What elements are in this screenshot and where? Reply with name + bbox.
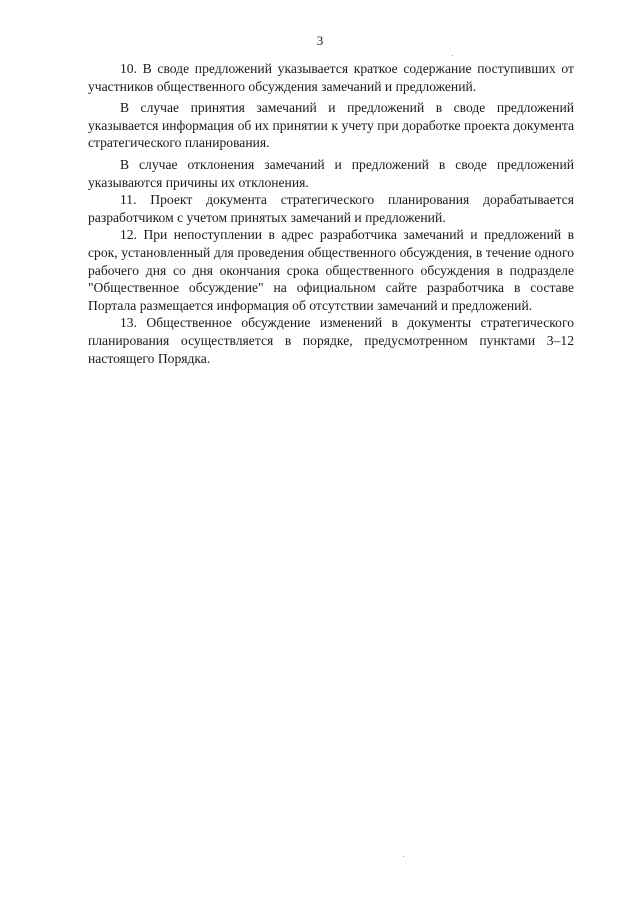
document-body [88, 60, 574, 367]
paragraph-13: 13. Общественное обсуждение изменений в документы стратегического планирования осуществляется в порядке, предусмотренном пунктами 3–12 настоящего Порядка. [88, 315, 574, 366]
scan-speck [452, 55, 453, 56]
scan-speck [403, 856, 404, 857]
paragraph-10-acceptance: В случае принятия замечаний и предложений в своде предложений указывается информация об их принятии к учету при доработке проекта документа стратегического планирования. [88, 100, 574, 151]
paragraph-10: 10. В своде предложений указывается краткое содержание поступивших от участников общественного обсуждения замечаний и предложений. [88, 61, 574, 94]
paragraph-11: 11. Проект документа стратегического планирования дорабатывается разработчиком с учетом принятых замечаний и предложений. [88, 192, 574, 225]
paragraph-12: 12. При непоступлении в адрес разработчика замечаний и предложений в срок, установленный для проведения общественного обсуждения, в течение одного рабочего дня со дня окончания срока общественного обсуждения в подразделе "Общественное обсуждение" на официальном сайте разработчика в составе Портала размещается информация об отсутствии замечаний и предложений. [88, 227, 574, 313]
page-number: 3 [316, 33, 324, 48]
paragraph-10-rejection: В случае отклонения замечаний и предложений в своде предложений указываются причины их отклонения. [88, 156, 574, 190]
